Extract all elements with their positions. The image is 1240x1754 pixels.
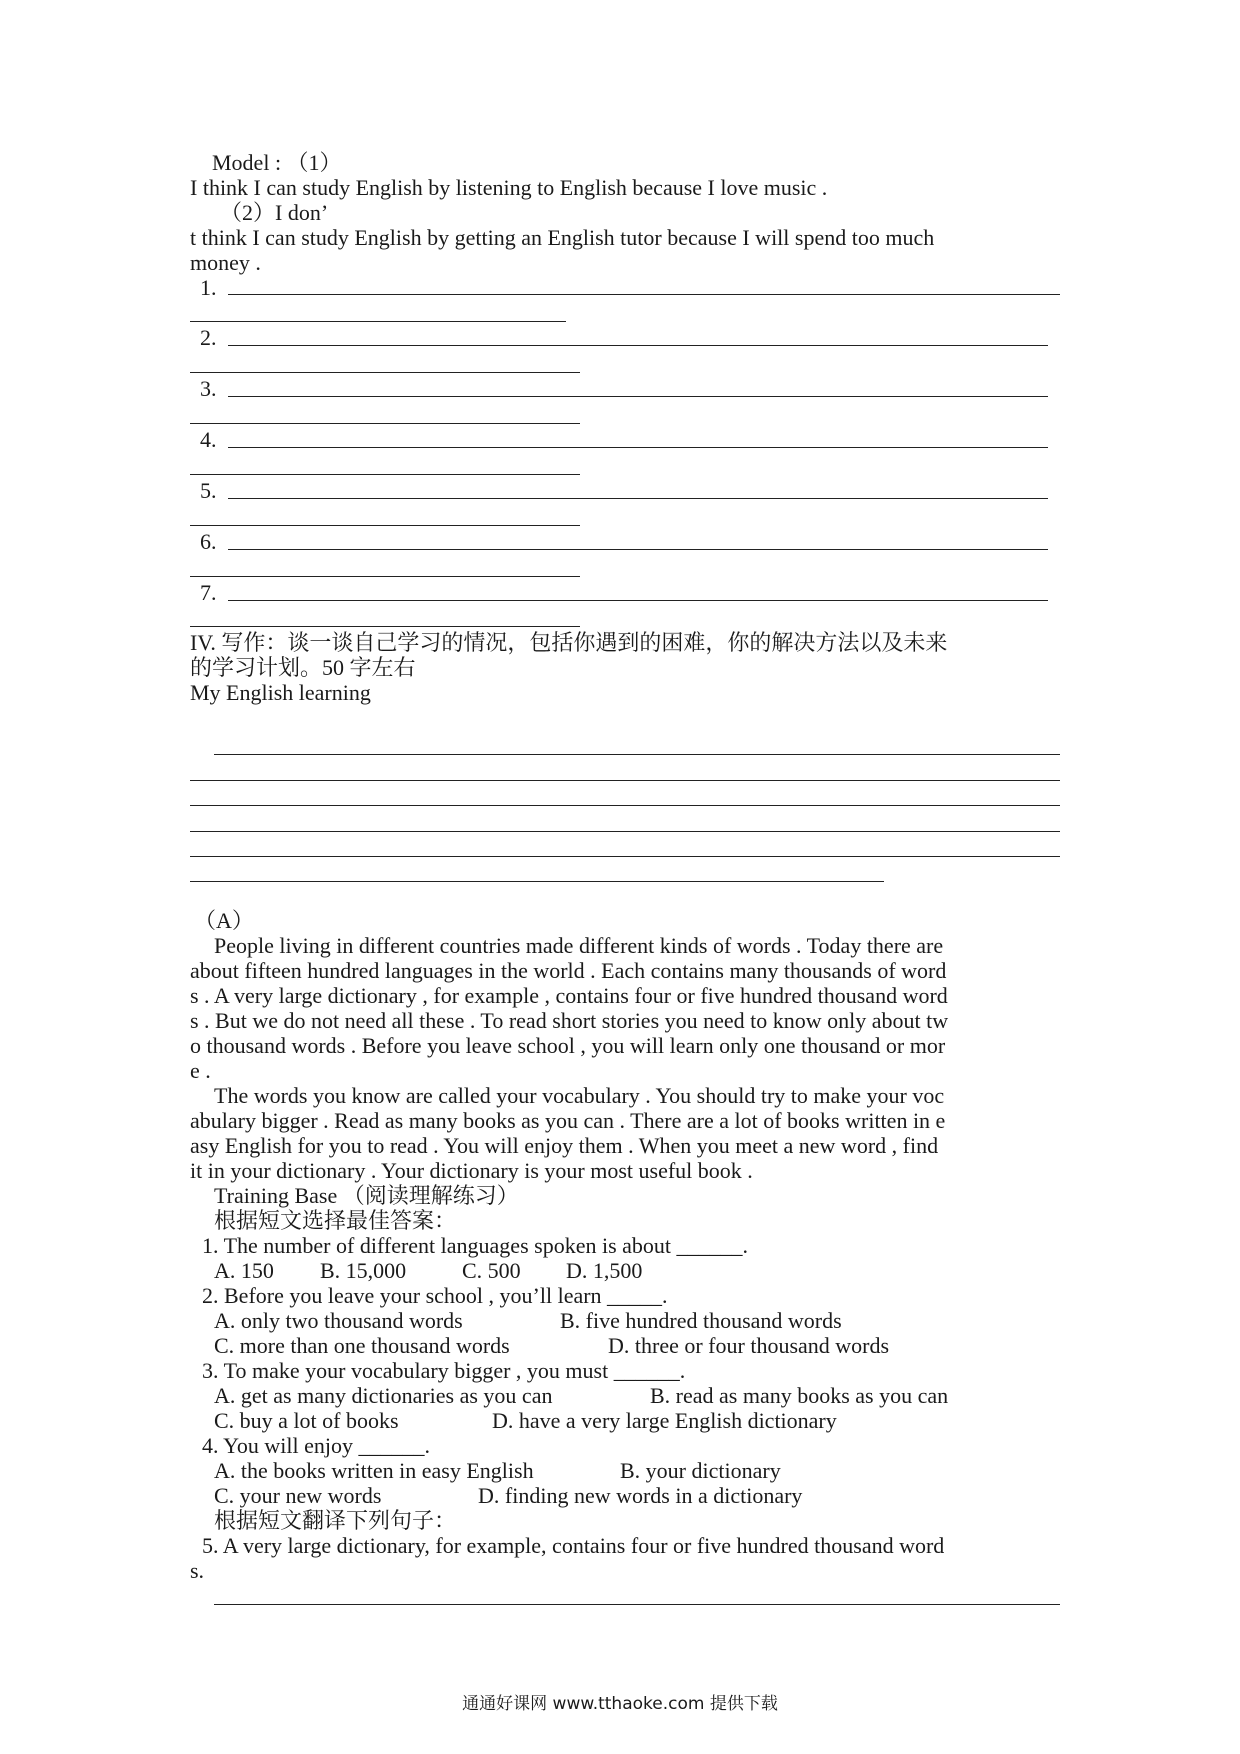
- question-3-option-a[interactable]: A. get as many dictionaries as you can: [214, 1383, 553, 1408]
- writing-blank-2[interactable]: [190, 780, 1060, 781]
- answer-blank-5-cont[interactable]: [190, 525, 580, 526]
- answer-blank-2-cont[interactable]: [190, 372, 580, 373]
- page-footer: 通通好课网 www.tthaoke.com 提供下载: [462, 1694, 778, 1714]
- question-3-option-d[interactable]: D. have a very large English dictionary: [492, 1408, 837, 1433]
- question-5-answer-blank[interactable]: [214, 1604, 1060, 1605]
- question-2-option-d[interactable]: D. three or four thousand words: [608, 1333, 890, 1358]
- passage-p1-line-1: People living in different countries made different kinds of words . Today there are: [214, 933, 944, 958]
- question-1-option-b[interactable]: B. 15,000: [320, 1258, 407, 1283]
- writing-blank-4[interactable]: [190, 831, 1060, 832]
- passage-p1-line-6: e .: [190, 1058, 211, 1083]
- question-5-line-1: 5. A very large dictionary, for example, contains four or five hundred thousand word: [202, 1533, 945, 1558]
- writing-blank-1[interactable]: [214, 754, 1060, 755]
- question-1-option-c[interactable]: C. 500: [462, 1258, 521, 1283]
- passage-p2-line-1: The words you know are called your vocabulary . You should try to make your voc: [214, 1083, 945, 1108]
- passage-p1-line-3: s . A very large dictionary , for example , contains four or five hundred thousand word: [190, 983, 948, 1008]
- writing-heading-line-2: 的学习计划。50 字左右: [190, 655, 416, 680]
- answer-number-1: 1.: [200, 275, 217, 300]
- answer-blank-2[interactable]: [228, 345, 1048, 346]
- answer-number-2: 2.: [200, 325, 217, 350]
- question-3-option-c[interactable]: C. buy a lot of books: [214, 1408, 399, 1433]
- passage-label: （A）: [194, 908, 254, 933]
- answer-number-5: 5.: [200, 478, 217, 503]
- writing-heading-line-1: IV. 写作：谈一谈自己学习的情况，包括你遇到的困难，你的解决方法以及未来: [190, 630, 948, 655]
- answer-blank-6[interactable]: [228, 549, 1048, 550]
- passage-p1-line-4: s . But we do not need all these . To read short stories you need to know only about tw: [190, 1008, 949, 1033]
- question-2-option-b[interactable]: B. five hundred thousand words: [560, 1308, 842, 1333]
- model-example-2-start: （2）I don’: [220, 200, 329, 225]
- answer-number-3: 3.: [200, 376, 217, 401]
- writing-blank-6[interactable]: [190, 881, 884, 882]
- model-example-1: I think I can study English by listening to English because I love music .: [190, 175, 828, 200]
- writing-blank-3[interactable]: [190, 805, 1060, 806]
- answer-blank-7-cont[interactable]: [190, 626, 580, 627]
- writing-blank-5[interactable]: [190, 856, 1060, 857]
- answer-blank-6-cont[interactable]: [190, 576, 580, 577]
- answer-blank-4-cont[interactable]: [190, 474, 580, 475]
- answer-blank-3-cont[interactable]: [190, 423, 580, 424]
- question-4-option-b[interactable]: B. your dictionary: [620, 1458, 781, 1483]
- passage-p2-line-2: abulary bigger . Read as many books as you can . There are a lot of books written in e: [190, 1108, 946, 1133]
- question-2-stem: 2. Before you leave your school , you’ll learn _____.: [202, 1283, 668, 1308]
- exercise-instruction-translate: 根据短文翻译下列句子：: [214, 1508, 457, 1533]
- model-label: Model : （1）: [212, 150, 342, 175]
- answer-number-7: 7.: [200, 580, 217, 605]
- passage-p1-line-2: about fifteen hundred languages in the world . Each contains many thousands of word: [190, 958, 947, 983]
- question-3-option-b[interactable]: B. read as many books as you can: [650, 1383, 949, 1408]
- model-example-2-end: money .: [190, 250, 261, 275]
- answer-number-6: 6.: [200, 529, 217, 554]
- answer-number-4: 4.: [200, 427, 217, 452]
- exercise-title: Training Base （阅读理解练习）: [214, 1183, 519, 1208]
- answer-blank-7[interactable]: [228, 600, 1048, 601]
- question-4-stem: 4. You will enjoy ______.: [202, 1433, 430, 1458]
- question-4-option-d[interactable]: D. finding new words in a dictionary: [478, 1483, 803, 1508]
- question-5-line-2: s.: [190, 1558, 205, 1583]
- question-4-option-c[interactable]: C. your new words: [214, 1483, 382, 1508]
- question-1-option-a[interactable]: A. 150: [214, 1258, 274, 1283]
- question-2-option-c[interactable]: C. more than one thousand words: [214, 1333, 510, 1358]
- answer-blank-1-cont[interactable]: [190, 321, 566, 322]
- question-2-option-a[interactable]: A. only two thousand words: [214, 1308, 463, 1333]
- answer-blank-1[interactable]: [228, 294, 1060, 295]
- question-4-option-a[interactable]: A. the books written in easy English: [214, 1458, 534, 1483]
- question-1-stem: 1. The number of different languages spoken is about ______.: [202, 1233, 749, 1258]
- model-example-2-rest: t think I can study English by getting an English tutor because I will spend too much: [190, 225, 935, 250]
- exercise-instruction-choice: 根据短文选择最佳答案：: [214, 1208, 457, 1233]
- answer-blank-3[interactable]: [228, 396, 1048, 397]
- passage-p1-line-5: o thousand words . Before you leave school , you will learn only one thousand or mor: [190, 1033, 946, 1058]
- answer-blank-5[interactable]: [228, 498, 1048, 499]
- question-3-stem: 3. To make your vocabulary bigger , you must ______.: [202, 1358, 686, 1383]
- answer-blank-4[interactable]: [228, 447, 1048, 448]
- passage-p2-line-3: asy English for you to read . You will enjoy them . When you meet a new word , find: [190, 1133, 939, 1158]
- passage-p2-line-4: it in your dictionary . Your dictionary is your most useful book .: [190, 1158, 753, 1183]
- writing-title: My English learning: [190, 680, 371, 705]
- question-1-option-d[interactable]: D. 1,500: [566, 1258, 643, 1283]
